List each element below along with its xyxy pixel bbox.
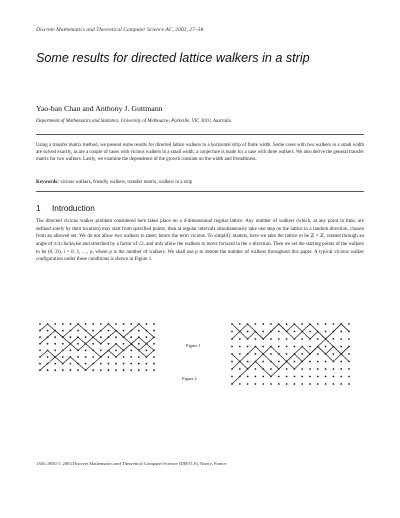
lattice-dot (115, 369, 117, 371)
lattice-dot (70, 363, 72, 365)
lattice-dot (348, 353, 350, 355)
lattice-dot (77, 369, 79, 371)
lattice-dot (247, 331, 249, 333)
lattice-dot (301, 353, 303, 355)
lattice-dot (301, 323, 303, 325)
lattice-dot (278, 346, 280, 348)
lattice-dot (286, 346, 288, 348)
lattice-dot (340, 368, 342, 370)
paper-affiliation: Department of Mathematics and Statistics, University of Melbourne, Parkville, VIC 3010, Australia (36, 119, 232, 124)
lattice-dot (294, 331, 296, 333)
lattice-dot (239, 383, 241, 385)
lattice-dot (130, 369, 132, 371)
lattice-dot (325, 323, 327, 325)
abstract-bottom-rule (36, 191, 364, 192)
lattice-dot (255, 376, 257, 378)
lattice-dot (247, 361, 249, 363)
lattice-dot (153, 330, 155, 332)
lattice-dot (153, 369, 155, 371)
section-title: Introduction (52, 204, 95, 213)
lattice-dot (348, 376, 350, 378)
abstract-top-rule (36, 134, 364, 135)
lattice-dot (123, 323, 125, 325)
lattice-dot (47, 369, 49, 371)
lattice-dot (77, 356, 79, 358)
lattice-dot (138, 363, 140, 365)
lattice-dot (348, 338, 350, 340)
lattice-dot (100, 363, 102, 365)
lattice-dot (262, 346, 264, 348)
walker-path (40, 344, 154, 357)
lattice-dot (239, 338, 241, 340)
lattice-dot (54, 350, 56, 352)
lattice-dot (92, 323, 94, 325)
lattice-dot (325, 383, 327, 385)
lattice-dot (54, 343, 56, 345)
lattice-dot (270, 383, 272, 385)
lattice-dot (301, 383, 303, 385)
lattice-dot (278, 361, 280, 363)
lattice-dot (348, 368, 350, 370)
walker-path (40, 344, 154, 370)
lattice-dot (247, 376, 249, 378)
lattice-dot (100, 336, 102, 338)
lattice-dot (138, 343, 140, 345)
lattice-dot (130, 336, 132, 338)
lattice-dot (309, 383, 311, 385)
keywords-list: vicious walkers, friendly walkers, transfer matrix, walkers in a strip (60, 180, 193, 185)
lattice-dot (278, 376, 280, 378)
lattice-dot (348, 383, 350, 385)
lattice-dot (270, 353, 272, 355)
section-body (36, 218, 364, 264)
lattice-dot (115, 336, 117, 338)
page-footer: 1365–8050 © 2003 Discrete Mathematics and Theoretical Computer Science (DMTCS), Nancy, France (36, 461, 227, 466)
lattice-dot (146, 350, 148, 352)
lattice-dot (54, 323, 56, 325)
lattice-dot (317, 361, 319, 363)
lattice-dot (255, 353, 257, 355)
lattice-dot (62, 330, 64, 332)
lattice-dot (294, 346, 296, 348)
lattice-dot (92, 330, 94, 332)
journal-header: Discrete Mathematics and Theoretical Computer Science AC, 2003, 27–38 (36, 27, 204, 33)
lattice-dot (317, 353, 319, 355)
lattice-dot (239, 368, 241, 370)
figure-2-lattice (231, 323, 350, 385)
lattice-dot (317, 323, 319, 325)
lattice-dot (138, 356, 140, 358)
figure-1-label: Figure 1 (186, 343, 201, 348)
lattice-dot (54, 363, 56, 365)
lattice-dot (231, 331, 233, 333)
lattice-dot (301, 376, 303, 378)
lattice-dot (317, 376, 319, 378)
lattice-dot (294, 376, 296, 378)
lattice-dot (39, 336, 41, 338)
body-paragraph: The directed vicious walker problem considered here takes place on a d-dimensional regular lattice. Any number of walkers (which, at any point in time, are defined solely by their location) may start from specified points, then at regular intervals simultaneously take one step on the lattice in a random direction, chosen from an allowed set. We do not allow two walkers to meet; hence the term vicious. To simplify matters, here we take the lattice to be ℤ × ℤ, rotated through an angle of π/4 clockwise and stretched by a factor of √2, and only allow the walkers to move forward in the x-direction. Then we set the starting points of the walkers to be (0, 2i), i = 0, 1, …, p, where p is the number of walkers. We shall use p to denote the number of walkers throughout this paper. A typical vicious walker configuration under these conditions is shown in Figure 1. (36, 219, 364, 263)
lattice-dot (309, 376, 311, 378)
lattice-dot (262, 376, 264, 378)
lattice-dot (153, 363, 155, 365)
lattice-dot (325, 331, 327, 333)
lattice-dot (123, 363, 125, 365)
lattice-dot (309, 346, 311, 348)
section-heading (36, 204, 364, 213)
lattice-dot (340, 331, 342, 333)
lattice-dot (108, 363, 110, 365)
lattice-dot (301, 338, 303, 340)
figures-svg (36, 320, 366, 396)
lattice-dot (278, 383, 280, 385)
lattice-dot (85, 356, 87, 358)
figure-2-label: Figure 2 (182, 376, 197, 381)
lattice-dot (247, 383, 249, 385)
lattice-dot (301, 368, 303, 370)
paper-authors: Yao-ban Chan and Anthony J. Guttmann (36, 104, 163, 113)
lattice-dot (70, 350, 72, 352)
lattice-dot (255, 323, 257, 325)
lattice-dot (231, 346, 233, 348)
lattice-dot (309, 331, 311, 333)
lattice-dot (317, 338, 319, 340)
lattice-dot (286, 353, 288, 355)
lattice-dot (54, 336, 56, 338)
lattice-dot (333, 376, 335, 378)
lattice-dot (255, 368, 257, 370)
lattice-dot (115, 350, 117, 352)
lattice-dot (325, 361, 327, 363)
lattice-dot (47, 343, 49, 345)
lattice-dot (146, 369, 148, 371)
lattice-dot (325, 368, 327, 370)
lattice-dot (325, 346, 327, 348)
lattice-dot (239, 323, 241, 325)
lattice-dot (123, 343, 125, 345)
lattice-dot (294, 383, 296, 385)
lattice-dot (108, 343, 110, 345)
lattice-dot (294, 361, 296, 363)
figures-area (36, 320, 366, 396)
lattice-dot (239, 353, 241, 355)
lattice-dot (262, 331, 264, 333)
lattice-dot (123, 369, 125, 371)
lattice-dot (108, 356, 110, 358)
lattice-dot (146, 323, 148, 325)
lattice-dot (286, 338, 288, 340)
lattice-dot (92, 343, 94, 345)
lattice-dot (286, 383, 288, 385)
lattice-dot (62, 323, 64, 325)
paper-title: Some results for directed lattice walkers in a strip (36, 51, 310, 65)
lattice-dot (92, 369, 94, 371)
lattice-dot (255, 338, 257, 340)
lattice-dot (47, 356, 49, 358)
lattice-dot (77, 343, 79, 345)
lattice-dot (130, 350, 132, 352)
lattice-dot (340, 361, 342, 363)
lattice-dot (39, 363, 41, 365)
lattice-dot (340, 338, 342, 340)
lattice-dot (255, 383, 257, 385)
lattice-dot (333, 338, 335, 340)
lattice-dot (262, 323, 264, 325)
lattice-dot (47, 330, 49, 332)
lattice-dot (100, 369, 102, 371)
lattice-dot (153, 356, 155, 358)
lattice-dot (70, 369, 72, 371)
lattice-dot (70, 336, 72, 338)
lattice-dot (138, 369, 140, 371)
lattice-dot (85, 336, 87, 338)
lattice-dot (85, 350, 87, 352)
lattice-dot (39, 323, 41, 325)
lattice-dot (340, 383, 342, 385)
lattice-dot (77, 330, 79, 332)
lattice-dot (340, 376, 342, 378)
lattice-dot (317, 383, 319, 385)
lattice-dot (309, 368, 311, 370)
lattice-dot (309, 361, 311, 363)
lattice-dot (340, 346, 342, 348)
lattice-dot (130, 363, 132, 365)
lattice-dot (153, 343, 155, 345)
lattice-dot (92, 356, 94, 358)
lattice-dot (146, 336, 148, 338)
lattice-dot (333, 368, 335, 370)
lattice-dot (333, 383, 335, 385)
lattice-dot (85, 363, 87, 365)
lattice-dot (262, 383, 264, 385)
lattice-dot (108, 330, 110, 332)
lattice-dot (62, 356, 64, 358)
lattice-dot (262, 361, 264, 363)
lattice-dot (100, 323, 102, 325)
figure-1-lattice (39, 323, 155, 371)
lattice-dot (231, 361, 233, 363)
lattice-dot (153, 323, 155, 325)
lattice-dot (62, 369, 64, 371)
walker-path (232, 339, 349, 369)
lattice-dot (286, 376, 288, 378)
lattice-dot (270, 338, 272, 340)
section-number: 1 (36, 204, 41, 213)
lattice-dot (348, 323, 350, 325)
lattice-dot (123, 356, 125, 358)
lattice-dot (85, 323, 87, 325)
lattice-dot (70, 323, 72, 325)
lattice-dot (278, 331, 280, 333)
lattice-dot (231, 376, 233, 378)
keywords (36, 180, 364, 185)
lattice-dot (130, 356, 132, 358)
lattice-dot (270, 323, 272, 325)
lattice-dot (333, 353, 335, 355)
abstract: Using a transfer matrix method, we present some results for directed lattice walkers in a horizontal strip of finite width. Some cases with two walkers in a small width are solved exactly, as are a couple of cases with vicious walkers in a small width; a conjecture is made for a case with three walkers. We also derive the general transfer matrix for two walkers. Lastly, we examine the dependence of the growth constant on the width and friendliness. (36, 143, 364, 163)
lattice-dot (247, 346, 249, 348)
lattice-dot (146, 363, 148, 365)
lattice-dot (100, 350, 102, 352)
lattice-dot (286, 368, 288, 370)
lattice-dot (278, 338, 280, 340)
lattice-dot (130, 323, 132, 325)
lattice-dot (239, 346, 241, 348)
lattice-dot (115, 363, 117, 365)
lattice-dot (325, 376, 327, 378)
lattice-dot (270, 368, 272, 370)
lattice-dot (108, 369, 110, 371)
walker-path (40, 324, 154, 337)
lattice-dot (317, 368, 319, 370)
keywords-label: Keywords: (36, 180, 59, 185)
lattice-dot (286, 323, 288, 325)
lattice-dot (333, 323, 335, 325)
lattice-dot (138, 330, 140, 332)
lattice-dot (115, 323, 117, 325)
lattice-dot (123, 330, 125, 332)
lattice-dot (39, 350, 41, 352)
lattice-dot (62, 343, 64, 345)
lattice-dot (54, 369, 56, 371)
